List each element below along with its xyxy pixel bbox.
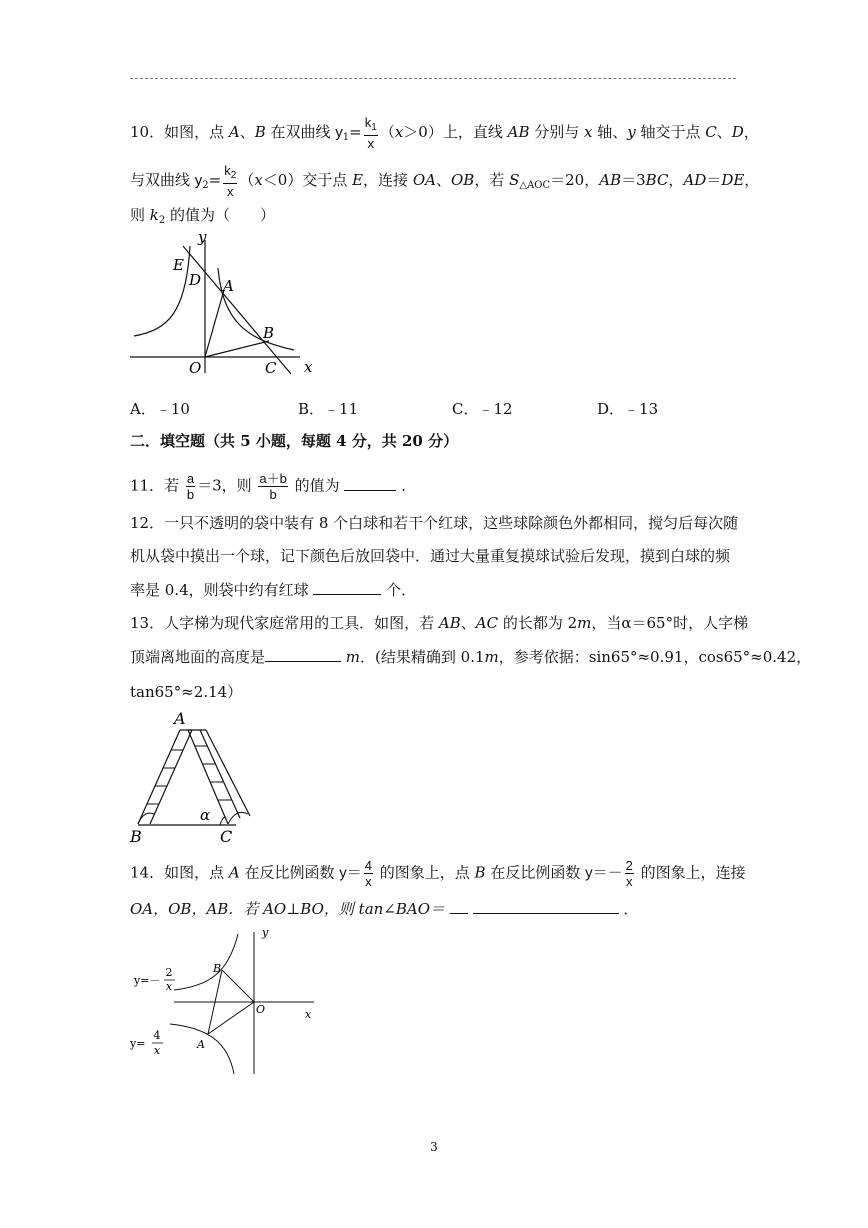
label-q14-a: A	[197, 1038, 205, 1051]
segment-oa	[205, 290, 224, 357]
label-curve-neg2x: y=－	[134, 974, 161, 987]
section-title-fill-in: 二．填空题（共 5 小题，每题 4 分，共 20 分）	[130, 432, 459, 450]
label-y: y	[198, 228, 207, 246]
label-q14-y: y	[262, 926, 269, 939]
label-q14-o: O	[256, 1003, 266, 1016]
option-d[interactable]: D．﹣13	[597, 400, 659, 418]
label-o: O	[189, 359, 202, 377]
q14-line-2: OA，OB，AB．若 AO⊥BO，则 tan∠BAO＝ ．	[130, 900, 639, 918]
svg-text:x: x	[165, 980, 173, 993]
label-a: A	[223, 277, 234, 295]
q11-line: 11．若 $\frac{a}{b}$ ＝3，则 $\frac{a+b}{b}$ 的值为 ．	[130, 471, 417, 502]
option-b[interactable]: B．﹣11	[298, 400, 359, 418]
q14-reciprocal-figure	[128, 924, 328, 1080]
fraction-4-x: $\frac{4}{x}$	[364, 858, 372, 889]
segment-ob	[205, 341, 269, 357]
label-q14-b: B	[213, 962, 222, 975]
line-ab	[183, 246, 291, 374]
q11-answer-blank[interactable]	[344, 490, 396, 491]
label-b: B	[263, 324, 275, 342]
q12-line-1: 12．一只不透明的袋中装有 8 个白球和若干个红球，这些球除颜色外都相同，搅匀后每次随	[130, 514, 739, 532]
label-d: D	[189, 271, 202, 289]
fraction-2-x: $\frac{2}{x}$	[625, 858, 633, 889]
fraction-k2-x: $\frac{k_2}{x}$	[224, 163, 237, 199]
label-ladder-a: A	[174, 709, 186, 728]
q12-line-3: 率是 0.4，则袋中约有红球 个．	[130, 581, 417, 599]
label-e: E	[173, 256, 184, 274]
option-a[interactable]: A．﹣10	[130, 400, 190, 418]
ladder-figure	[128, 706, 260, 846]
q10-hyperbola-figure	[128, 228, 318, 378]
label-x: x	[304, 358, 313, 376]
label-ladder-b: B	[130, 827, 142, 846]
header-rule	[130, 78, 736, 79]
q14-blank-short[interactable]	[450, 913, 468, 914]
q14-answer-blank[interactable]	[473, 913, 619, 914]
svg-text:4: 4	[153, 1029, 161, 1042]
q13-answer-blank[interactable]	[265, 661, 341, 662]
q10-line-2: 与双曲线 $y_2=$ $\frac{k_2}{x}$ （x＜0）交于点 E，连接 OA、OB，若 $S_{\triangle AOC}=20$，AB＝3BC，AD＝DE，	[130, 163, 760, 199]
page-number: 3	[430, 1140, 438, 1154]
q10-line-1: 10．如图，点 A、B 在双曲线 $y_1=$ $\frac{k_1}{x}$ （x＞0）上，直线 AB 分别与 x 轴、y 轴交于点 C、D，	[130, 115, 759, 151]
fraction-k1-x: $\frac{k_1}{x}$	[364, 115, 377, 151]
option-c[interactable]: C．﹣12	[452, 400, 513, 418]
label-ladder-c: C	[220, 827, 233, 846]
q13-line-3: tan65°≈2.14）	[130, 683, 243, 701]
label-c: C	[265, 359, 277, 377]
svg-text:x: x	[153, 1044, 161, 1057]
label-alpha: α	[200, 806, 211, 824]
label-q14-x: x	[305, 1008, 312, 1021]
q13-line-2: 顶端离地面的高度是 m．(结果精确到 0.1m，参考依据：sin65°≈0.91，cos65°≈0.42，	[130, 648, 812, 666]
fraction-a-b: $\frac{a}{b}$	[186, 471, 195, 502]
svg-text:2: 2	[165, 966, 173, 979]
q13-line-1: 13．人字梯为现代家庭常用的工具．如图，若 AB、AC 的长都为 2m，当α＝65°时，人字梯	[130, 614, 749, 632]
q10-line-3: 则 $k_2$ 的值为（ ）	[130, 206, 276, 226]
q14-line-1: 14．如图，点 A 在反比例函数 y＝ $\frac{4}{x}$ 的图象上，点 B 在反比例函数 y＝－ $\frac{2}{x}$ 的图象上，连接	[130, 858, 746, 889]
label-curve-4x: y=	[130, 1037, 146, 1050]
q12-answer-blank[interactable]	[313, 594, 381, 595]
q12-line-2: 机从袋中摸出一个球，记下颜色后放回袋中．通过大量重复摸球试验后发现，摸到白球的频	[130, 547, 731, 565]
fraction-apb-b: $\frac{a+b}{b}$	[259, 471, 287, 502]
